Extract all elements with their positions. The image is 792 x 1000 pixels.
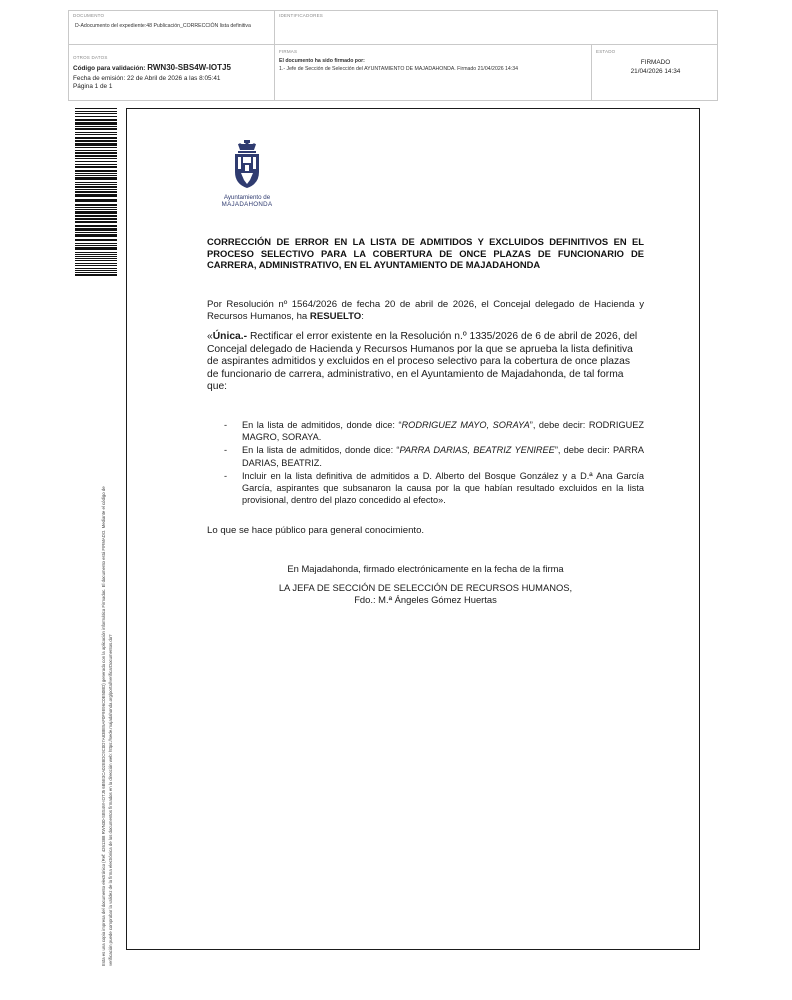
signature-role: LA JEFA DE SECCIÓN DE SELECCIÓN DE RECURSOS HUMANOS, bbox=[278, 582, 573, 593]
unica-text: Rectificar el error existente en la Resolución n.º 1335/2026 de 6 de abril de 2026, del Concejal delegado de Hacienda y Recursos Humanos por la que se aprueba la lista definitiva de aspirantes admitidos y excluidos en el proceso selectivo para la cobertura de once plazas de funcionario de carrera, administrativo, en el Ayuntamiento de Majadahonda, de tal forma que: bbox=[207, 331, 638, 393]
bullet-pre: En la lista de admitidos, donde dice: “ bbox=[242, 445, 400, 456]
side-text-line1: Esta es una copia impresa del documento electrónico (Ref: 4261388 RWN30-SBS4W-IOTJ5 6B5E3CA02E8DC9C0D7A83BE5AF0F9E96C0E50BD) generada con la aplicación informática Firmadoc. El documento está FIRMADO. Mediante el código de bbox=[101, 486, 106, 966]
estado-cell bbox=[591, 44, 718, 101]
codigo-line bbox=[73, 64, 273, 73]
documento-cell bbox=[68, 10, 275, 45]
firmas-line2: 1.- Jefe de Sección de Selección del AYUNTAMIENTO DE MAJADAHONDA. Firmado 21/04/2026 14:34 bbox=[279, 66, 519, 72]
firmas-cell bbox=[274, 44, 592, 101]
pagina: Página 1 de 1 bbox=[73, 83, 113, 90]
fecha-emision: Fecha de emisión: 22 de Abril de 2026 a las 8:05:41 bbox=[73, 75, 221, 82]
intro-text: Por Resolución nº 1564/2026 de fecha 20 de abril de 2026, el Concejal delegado de Hacienda y Recursos Humanos, ha bbox=[207, 299, 644, 322]
otros-datos-label: OTROS DATOS bbox=[73, 55, 108, 60]
bullet-post: ”, debe decir: PARRA DARIAS, BEATRIZ. bbox=[242, 445, 645, 468]
estado-date: 21/04/2026 14:34 bbox=[630, 68, 681, 75]
list-item bbox=[224, 419, 644, 443]
bullet-italic: RODRIGUEZ MAYO, SORAYA bbox=[401, 420, 530, 430]
identificadores-cell bbox=[274, 10, 718, 45]
bullet-post: ”, debe decir: RODRIGUEZ MAGRO, SORAYA. bbox=[242, 420, 644, 443]
unica-open: « bbox=[207, 331, 213, 342]
otros-datos-cell bbox=[68, 44, 275, 101]
signature-place: En Majadahonda, firmado electrónicamente en la fecha de la firma bbox=[287, 563, 564, 574]
ayuntamiento-logo bbox=[212, 140, 282, 212]
list-item bbox=[224, 470, 644, 507]
documento-label: DOCUMENTO bbox=[73, 13, 105, 18]
coat-of-arms-icon bbox=[232, 140, 262, 190]
firmas-line1: El documento ha sido firmado por: bbox=[279, 58, 365, 64]
bullet-italic: PARRA DARIAS, BEATRIZ YENIREE bbox=[399, 445, 555, 456]
logo-line1: Ayuntamiento de bbox=[223, 194, 271, 201]
bullet-dash: - bbox=[224, 445, 228, 456]
barcode bbox=[75, 108, 117, 276]
side-verification-text bbox=[100, 306, 114, 966]
bullet-dash: - bbox=[224, 420, 228, 430]
identificadores-label: IDENTIFICADORES bbox=[279, 13, 324, 18]
estado-value: FIRMADO bbox=[640, 59, 671, 66]
unica-bold: Única.- bbox=[212, 331, 248, 342]
codigo-value[interactable]: RWN30-SBS4W-IOTJ5 bbox=[147, 63, 231, 72]
closing-text: Lo que se hace público para general conocimiento. bbox=[207, 525, 425, 536]
list-item bbox=[224, 444, 644, 468]
firmas-label: FIRMAS bbox=[279, 49, 298, 54]
unica-paragraph bbox=[207, 331, 644, 394]
intro-bold: RESUELTO bbox=[309, 311, 362, 322]
document-title: CORRECCIÓN DE ERROR EN LA LISTA DE ADMITIDOS Y EXCLUIDOS DEFINITIVOS EN EL PROCESO SELECTIVO PARA LA COBERTURA DE ONCE PLAZAS DE FUNCIONARIO DE CARRERA, ADMINISTRATIVO, EN EL AYUNTAMIENTO DE MAJADAHONDA bbox=[207, 236, 644, 270]
side-text-line2: verificación puede comprobar la validez de la firma electrónica de los documentos firmados en la dirección web: https://sede.majadahonda.org/portal/verificarDocumentos.do? bbox=[108, 634, 113, 966]
bullet-pre: Incluir en la lista definitiva de admitidos a D. Alberto del Bosque González y a D.ª Ana García García, aspirantes que subsanaron la causa por la que habían resultado excluidos en la lista provisional, dentro del plazo concedido al efecto». bbox=[242, 470, 644, 506]
signature-name: Fdo.: M.ª Ángeles Gómez Huertas bbox=[354, 594, 497, 605]
documento-value: D-Adocumento del expediente:48 Publicación_CORRECCIÓN lista definitiva bbox=[75, 23, 251, 29]
estado-label: ESTADO bbox=[596, 49, 616, 54]
document-header bbox=[68, 10, 718, 101]
codigo-label: Código para validación: bbox=[73, 65, 146, 72]
intro-end: : bbox=[361, 311, 364, 322]
bullet-dash: - bbox=[224, 470, 228, 481]
intro-paragraph bbox=[207, 299, 644, 323]
logo-line2: MAJADAHONDA bbox=[221, 201, 273, 208]
bullet-list bbox=[224, 419, 644, 507]
bullet-pre: En la lista de admitidos, donde dice: “ bbox=[242, 420, 402, 430]
